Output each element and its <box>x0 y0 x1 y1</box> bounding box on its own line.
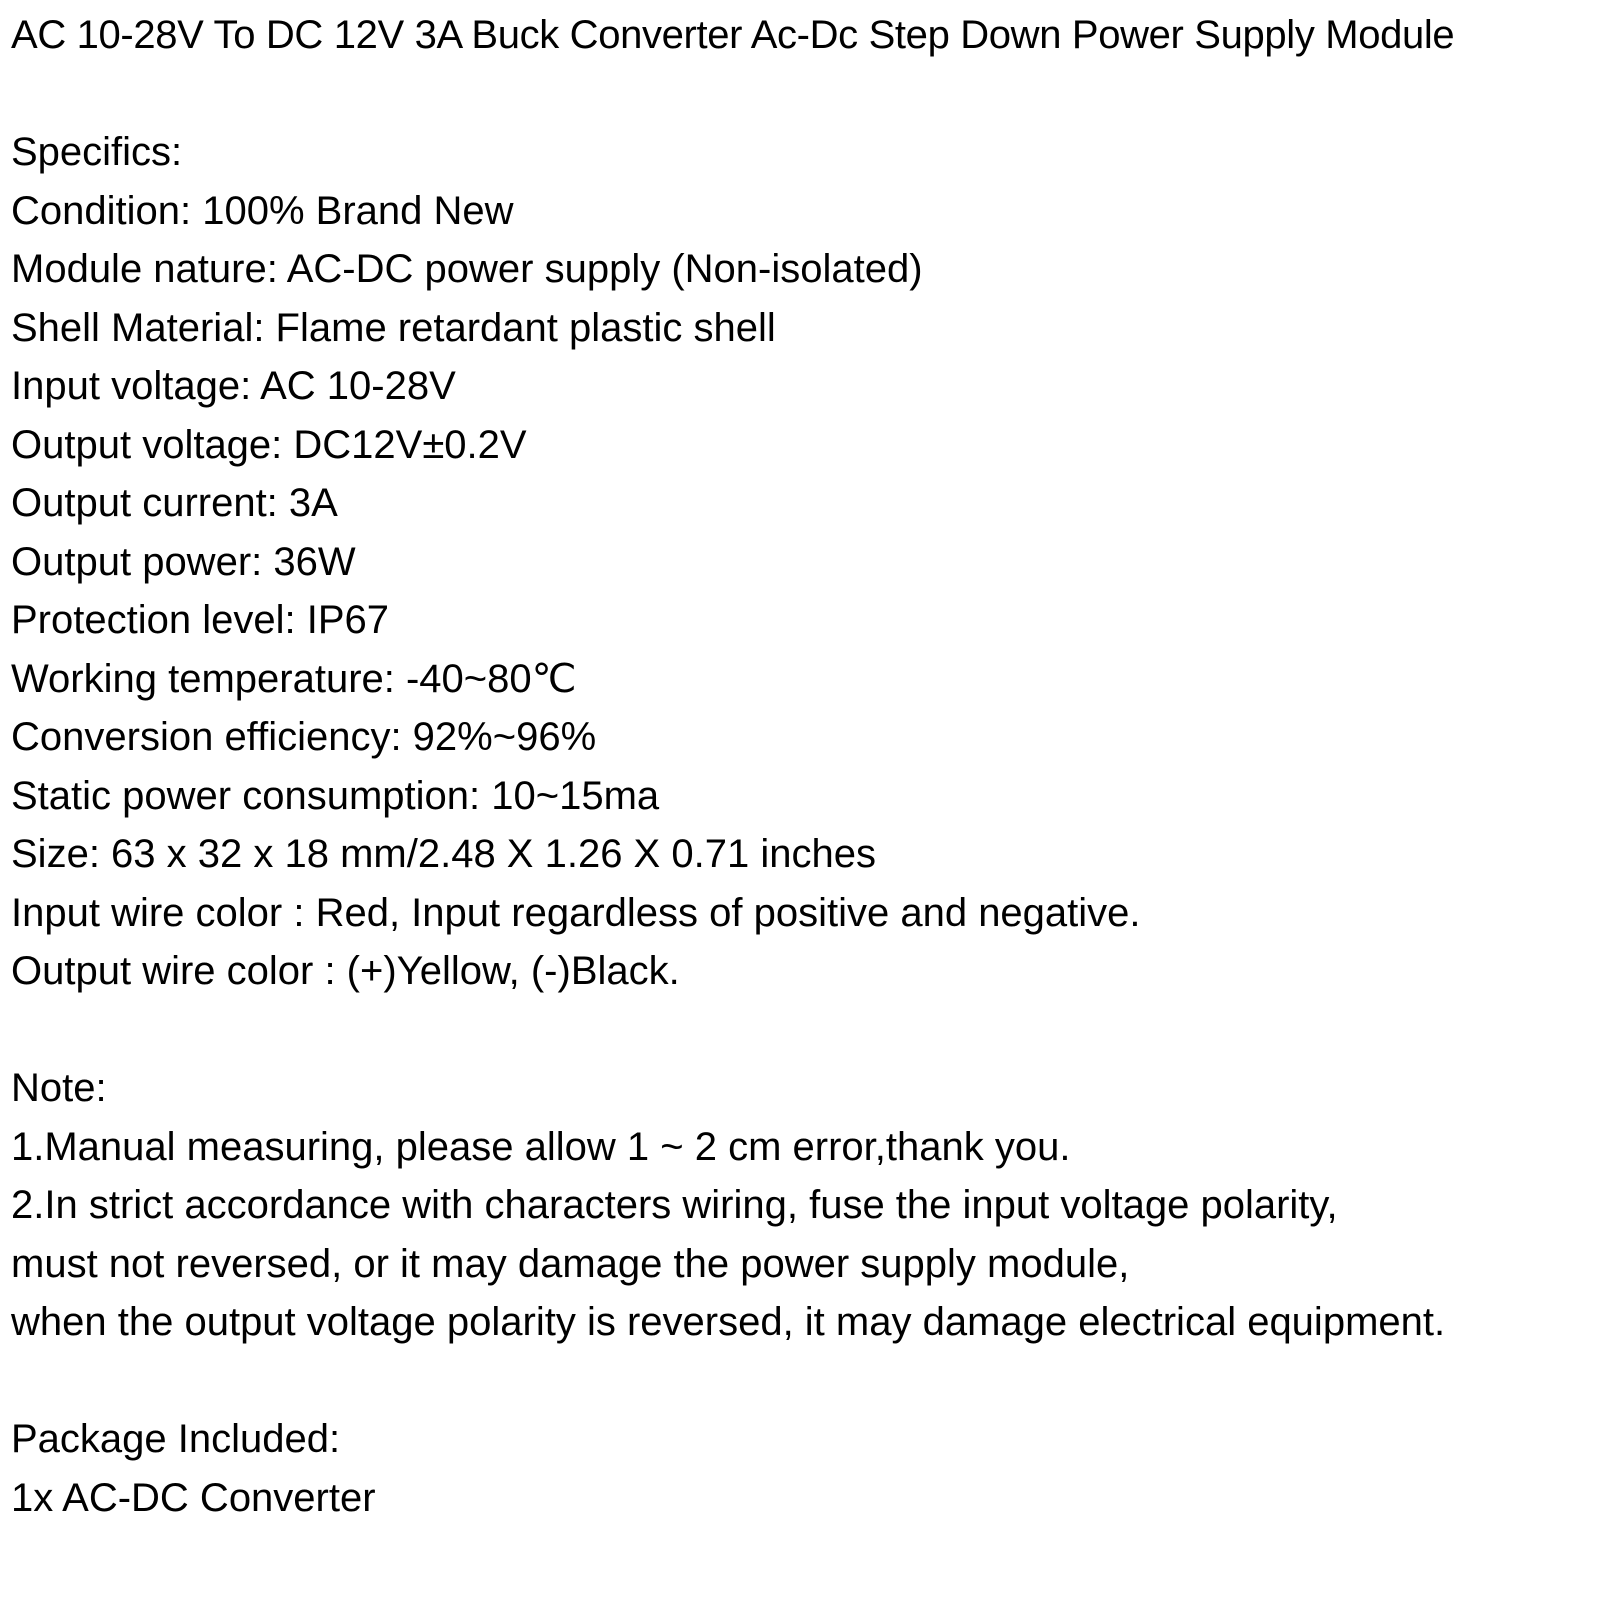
spec-conversion-efficiency: Conversion efficiency: 92%~96% <box>11 715 597 759</box>
product-title: AC 10-28V To DC 12V 3A Buck Converter Ac-Dc Step Down Power Supply Module <box>11 13 1455 57</box>
note-line: when the output voltage polarity is reversed, it may damage electrical equipment. <box>11 1300 1446 1344</box>
spec-input-wire-color: Input wire color : Red, Input regardless of positive and negative. <box>11 890 1141 935</box>
product-description <box>11 6 1596 1527</box>
package-item: 1x AC-DC Converter <box>11 1475 376 1520</box>
specifics-heading: Specifics: <box>11 130 183 174</box>
package-section <box>11 1410 1596 1527</box>
spacer <box>11 65 1596 124</box>
note-line: 1.Manual measuring, please allow 1 ~ 2 cm error,thank you. <box>11 1124 1071 1169</box>
spacer <box>11 1001 1596 1060</box>
spec-condition: Condition: 100% Brand New <box>11 188 514 233</box>
note-section <box>11 1059 1596 1352</box>
spec-input-voltage: Input voltage: AC 10-28V <box>11 364 456 408</box>
note-heading: Note: <box>11 1066 107 1110</box>
spec-protection-level: Protection level: IP67 <box>11 598 389 642</box>
spec-output-wire-color: Output wire color : (+)Yellow, (-)Black. <box>11 949 680 993</box>
specifics-section <box>11 123 1596 1001</box>
spacer <box>11 1352 1596 1411</box>
spec-static-power: Static power consumption: 10~15ma <box>11 773 660 818</box>
note-line: 2.In strict accordance with characters wiring, fuse the input voltage polarity, <box>11 1183 1338 1227</box>
note-line: must not reversed, or it may damage the power supply module, <box>11 1241 1130 1286</box>
spec-working-temperature: Working temperature: -40~80℃ <box>11 656 577 701</box>
spec-output-power: Output power: 36W <box>11 539 356 584</box>
spec-module-nature: Module nature: AC-DC power supply (Non-isolated) <box>11 247 923 291</box>
spec-size: Size: 63 x 32 x 18 mm/2.48 X 1.26 X 0.71 inches <box>11 832 876 876</box>
package-heading: Package Included: <box>11 1417 341 1461</box>
spec-shell-material: Shell Material: Flame retardant plastic shell <box>11 305 776 350</box>
spec-output-current: Output current: 3A <box>11 481 338 525</box>
spec-output-voltage: Output voltage: DC12V±0.2V <box>11 422 527 467</box>
